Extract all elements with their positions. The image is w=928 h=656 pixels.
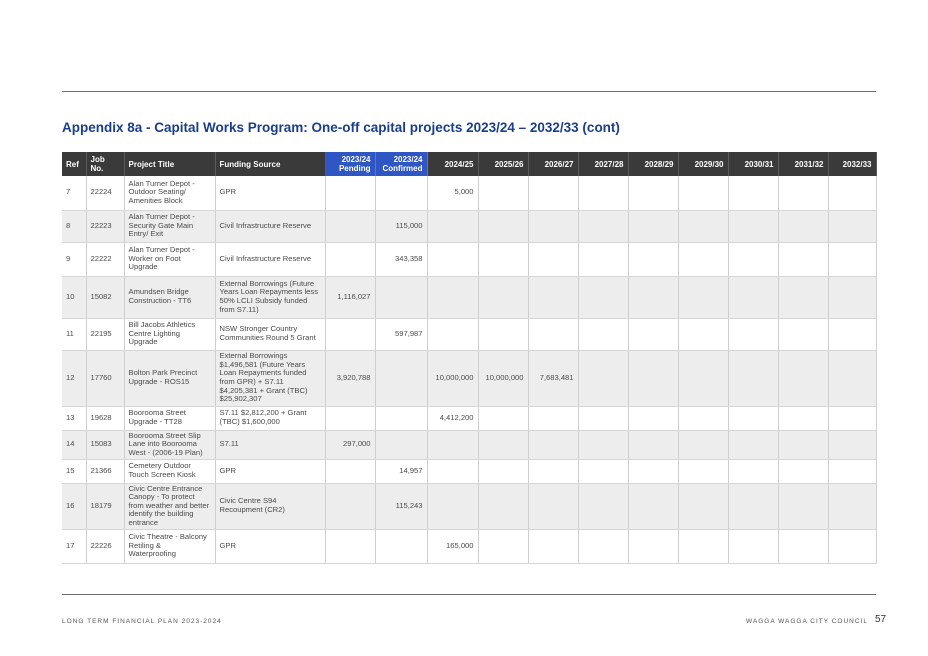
cell-empty [778, 318, 828, 350]
table-row [62, 406, 876, 430]
cell-2025-26 [478, 430, 528, 459]
cell-job-no: 18179 [86, 483, 124, 529]
cell-empty [628, 430, 678, 459]
cell-2025-26 [478, 406, 528, 430]
cell-job-no: 22222 [86, 242, 124, 276]
cell-funding-source: GPR [215, 459, 325, 483]
cell-ref: 7 [62, 176, 86, 210]
cell-empty [778, 483, 828, 529]
cell-empty [628, 276, 678, 318]
cell-project-title: Boorooma Street Upgrade - TT28 [124, 406, 215, 430]
cell-ref: 12 [62, 350, 86, 406]
cell-confirmed [375, 406, 427, 430]
table-row [62, 318, 876, 350]
cell-empty [678, 318, 728, 350]
table-row [62, 210, 876, 242]
cell-2024-25: 10,000,000 [427, 350, 478, 406]
cell-confirmed [375, 430, 427, 459]
cell-empty [828, 276, 876, 318]
cell-2025-26 [478, 483, 528, 529]
cell-funding-source: Civil Infrastructure Reserve [215, 210, 325, 242]
cell-job-no: 22224 [86, 176, 124, 210]
cell-confirmed: 115,000 [375, 210, 427, 242]
bottom-rule [62, 594, 876, 595]
cell-funding-source: NSW Stronger Country Communities Round 5 Grant [215, 318, 325, 350]
cell-job-no: 15082 [86, 276, 124, 318]
header-pending-label: Pending [338, 164, 371, 173]
header-2026-27: 2026/27 [528, 152, 578, 176]
cell-funding-source: GPR [215, 529, 325, 563]
cell-project-title: Amundsen Bridge Construction - TT6 [124, 276, 215, 318]
cell-empty [578, 459, 628, 483]
cell-empty [578, 176, 628, 210]
table-header-row [62, 152, 876, 176]
cell-2024-25: 5,000 [427, 176, 478, 210]
cell-empty [728, 350, 778, 406]
cell-2025-26 [478, 318, 528, 350]
cell-empty [678, 176, 728, 210]
page-number: 57 [875, 614, 887, 625]
page-title: Appendix 8a - Capital Works Program: One-off capital projects 2023/24 – 2032/33 (cont) [62, 120, 620, 135]
cell-job-no: 17760 [86, 350, 124, 406]
cell-job-no: 22195 [86, 318, 124, 350]
header-funding-source: Funding Source [215, 152, 325, 176]
cell-funding-source: External Borrowings $1,496,581 (Future Years Loan Repayments funded from GPR) + S7.11 $4,205,381 + Grant (TBC) $25,902,307 [215, 350, 325, 406]
cell-empty [578, 318, 628, 350]
cell-2026-27 [528, 242, 578, 276]
cell-pending [325, 176, 375, 210]
cell-empty [778, 242, 828, 276]
cell-confirmed: 597,987 [375, 318, 427, 350]
cell-empty [778, 459, 828, 483]
table-row [62, 430, 876, 459]
cell-confirmed [375, 276, 427, 318]
cell-pending [325, 406, 375, 430]
cell-2025-26 [478, 242, 528, 276]
cell-empty [728, 276, 778, 318]
cell-2026-27 [528, 406, 578, 430]
cell-job-no: 15083 [86, 430, 124, 459]
cell-project-title: Civic Theatre - Balcony Retiling & Waterproofing [124, 529, 215, 563]
cell-empty [828, 242, 876, 276]
cell-job-no: 19628 [86, 406, 124, 430]
cell-empty [628, 242, 678, 276]
cell-funding-source: Civic Centre S94 Recoupment (CR2) [215, 483, 325, 529]
cell-ref: 17 [62, 529, 86, 563]
table-row [62, 242, 876, 276]
cell-ref: 8 [62, 210, 86, 242]
cell-2026-27 [528, 529, 578, 563]
cell-funding-source: S7.11 [215, 430, 325, 459]
cell-2024-25 [427, 276, 478, 318]
cell-empty [578, 406, 628, 430]
cell-empty [628, 210, 678, 242]
cell-empty [828, 210, 876, 242]
cell-project-title: Cemetery Outdoor Touch Screen Kiosk [124, 459, 215, 483]
cell-job-no: 22223 [86, 210, 124, 242]
cell-funding-source: GPR [215, 176, 325, 210]
cell-empty [828, 430, 876, 459]
cell-2024-25 [427, 210, 478, 242]
cell-empty [678, 459, 728, 483]
table-row [62, 176, 876, 210]
cell-2025-26 [478, 210, 528, 242]
cell-job-no: 22226 [86, 529, 124, 563]
header-2025-26: 2025/26 [478, 152, 528, 176]
cell-empty [778, 406, 828, 430]
top-rule [62, 91, 876, 92]
header-2032-33: 2032/33 [828, 152, 876, 176]
cell-pending: 1,116,027 [325, 276, 375, 318]
cell-2025-26 [478, 529, 528, 563]
cell-empty [728, 459, 778, 483]
cell-pending [325, 318, 375, 350]
cell-ref: 9 [62, 242, 86, 276]
cell-ref: 16 [62, 483, 86, 529]
cell-pending [325, 242, 375, 276]
cell-empty [678, 276, 728, 318]
cell-empty [678, 529, 728, 563]
cell-empty [578, 430, 628, 459]
cell-empty [628, 318, 678, 350]
cell-empty [828, 176, 876, 210]
cell-2024-25 [427, 483, 478, 529]
cell-empty [578, 529, 628, 563]
cell-empty [778, 350, 828, 406]
table-row [62, 529, 876, 563]
cell-2025-26: 10,000,000 [478, 350, 528, 406]
cell-confirmed [375, 350, 427, 406]
cell-empty [628, 529, 678, 563]
cell-2024-25: 165,000 [427, 529, 478, 563]
cell-empty [828, 529, 876, 563]
cell-project-title: Boorooma Street Slip Lane into Boorooma West - (2006-19 Plan) [124, 430, 215, 459]
header-2027-28: 2027/28 [578, 152, 628, 176]
cell-2025-26 [478, 459, 528, 483]
footer-council-name: WAGGA WAGGA CITY COUNCIL [746, 618, 868, 625]
cell-project-title: Bill Jacobs Athletics Centre Lighting Upgrade [124, 318, 215, 350]
cell-empty [578, 350, 628, 406]
cell-empty [728, 242, 778, 276]
header-2031-32: 2031/32 [778, 152, 828, 176]
cell-ref: 15 [62, 459, 86, 483]
cell-empty [828, 459, 876, 483]
cell-pending [325, 210, 375, 242]
cell-empty [578, 242, 628, 276]
cell-confirmed [375, 529, 427, 563]
cell-pending [325, 459, 375, 483]
cell-empty [828, 318, 876, 350]
cell-funding-source: Civil Infrastructure Reserve [215, 242, 325, 276]
cell-empty [728, 318, 778, 350]
cell-empty [678, 483, 728, 529]
cell-2026-27 [528, 210, 578, 242]
cell-empty [578, 276, 628, 318]
cell-2024-25 [427, 242, 478, 276]
header-2024-25: 2024/25 [427, 152, 478, 176]
table-row [62, 483, 876, 529]
header-2029-30: 2029/30 [678, 152, 728, 176]
cell-empty [678, 430, 728, 459]
cell-empty [778, 529, 828, 563]
cell-2026-27 [528, 483, 578, 529]
cell-empty [728, 483, 778, 529]
header-job-no: Job No. [86, 152, 124, 176]
cell-funding-source: External Borrowings (Future Years Loan Repayments less 50% LCLI Subsidy funded from S7.11) [215, 276, 325, 318]
table-row [62, 459, 876, 483]
cell-empty [678, 242, 728, 276]
header-pending-year: 2023/24 [341, 155, 371, 164]
cell-2024-25 [427, 318, 478, 350]
cell-empty [678, 406, 728, 430]
cell-empty [578, 483, 628, 529]
cell-2026-27 [528, 318, 578, 350]
cell-2026-27 [528, 430, 578, 459]
cell-pending: 297,000 [325, 430, 375, 459]
cell-2025-26 [478, 176, 528, 210]
cell-empty [678, 210, 728, 242]
cell-empty [728, 176, 778, 210]
cell-project-title: Alan Turner Depot - Outdoor Seating/ Amenities Block [124, 176, 215, 210]
header-2023-24-pending [325, 152, 375, 176]
cell-empty [628, 176, 678, 210]
footer-document-title: LONG TERM FINANCIAL PLAN 2023-2024 [62, 618, 222, 625]
cell-2024-25 [427, 459, 478, 483]
header-2030-31: 2030/31 [728, 152, 778, 176]
table-row [62, 276, 876, 318]
cell-2026-27 [528, 459, 578, 483]
cell-funding-source: S7.11 $2,812,200 + Grant (TBC) $1,600,000 [215, 406, 325, 430]
cell-ref: 13 [62, 406, 86, 430]
cell-empty [828, 483, 876, 529]
cell-2024-25: 4,412,200 [427, 406, 478, 430]
cell-empty [728, 529, 778, 563]
cell-pending: 3,920,788 [325, 350, 375, 406]
cell-empty [778, 210, 828, 242]
header-2023-24-confirmed [375, 152, 427, 176]
cell-confirmed: 14,957 [375, 459, 427, 483]
cell-empty [578, 210, 628, 242]
table-row [62, 350, 876, 406]
cell-confirmed: 343,358 [375, 242, 427, 276]
header-2028-29: 2028/29 [628, 152, 678, 176]
header-project-title: Project Title [124, 152, 215, 176]
cell-empty [778, 430, 828, 459]
cell-confirmed: 115,243 [375, 483, 427, 529]
cell-empty [728, 430, 778, 459]
cell-pending [325, 483, 375, 529]
header-confirmed-year: 2023/24 [393, 155, 423, 164]
cell-empty [628, 406, 678, 430]
header-confirmed-label: Confirmed [382, 164, 423, 173]
cell-project-title: Civic Centre Entrance Canopy - To protect from weather and better identify the building entrance [124, 483, 215, 529]
cell-empty [678, 350, 728, 406]
cell-project-title: Alan Turner Depot - Security Gate Main Entry/ Exit [124, 210, 215, 242]
cell-ref: 10 [62, 276, 86, 318]
cell-empty [778, 176, 828, 210]
cell-ref: 11 [62, 318, 86, 350]
capital-works-table [62, 152, 877, 564]
cell-empty [628, 483, 678, 529]
cell-2024-25 [427, 430, 478, 459]
cell-project-title: Bolton Park Precinct Upgrade - ROS15 [124, 350, 215, 406]
cell-2026-27 [528, 276, 578, 318]
cell-empty [728, 406, 778, 430]
cell-empty [778, 276, 828, 318]
cell-empty [828, 406, 876, 430]
cell-empty [628, 350, 678, 406]
cell-job-no: 21366 [86, 459, 124, 483]
cell-ref: 14 [62, 430, 86, 459]
header-ref: Ref [62, 152, 86, 176]
cell-project-title: Alan Turner Depot - Worker on Foot Upgrade [124, 242, 215, 276]
cell-2025-26 [478, 276, 528, 318]
cell-empty [628, 459, 678, 483]
cell-pending [325, 529, 375, 563]
cell-empty [828, 350, 876, 406]
cell-confirmed [375, 176, 427, 210]
cell-empty [728, 210, 778, 242]
cell-2026-27 [528, 176, 578, 210]
cell-2026-27: 7,683,481 [528, 350, 578, 406]
